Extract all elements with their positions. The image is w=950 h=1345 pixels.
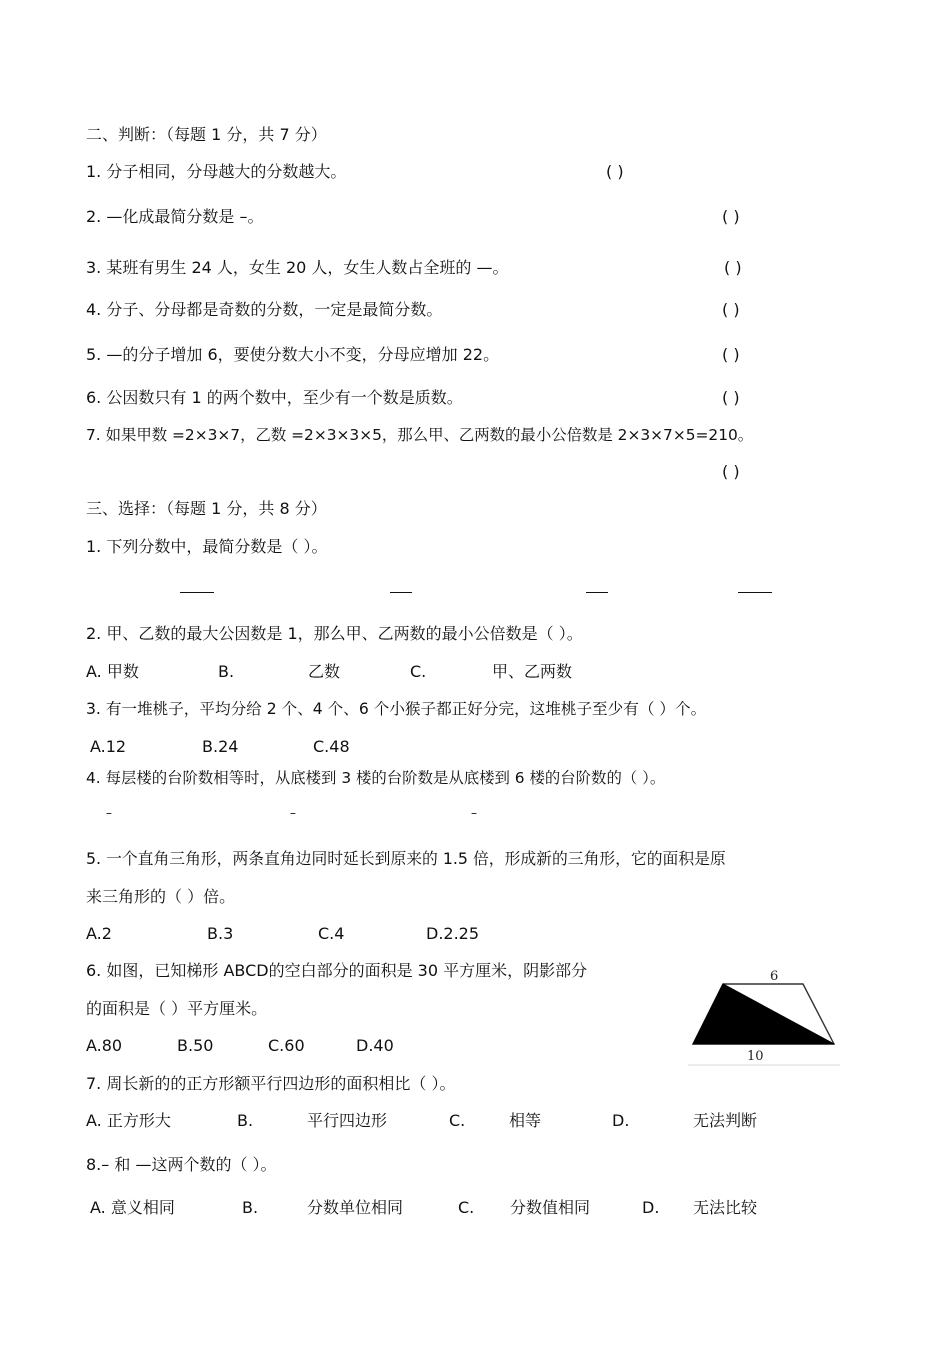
q7-option-d-letter[interactable]: D. xyxy=(612,1111,630,1130)
q6-option-a[interactable]: A.80 xyxy=(86,1036,123,1055)
choice-q4: 4. 每层楼的台阶数相等时，从底楼到 3 楼的台阶数是从底楼到 6 楼的台阶数的（ ）。 xyxy=(86,769,666,787)
q8-option-c-letter[interactable]: C. xyxy=(458,1198,475,1217)
choice-q6-line1: 6. 如图，已知梯形 ABCD的空白部分的面积是 30 平方厘米，阴影部分 xyxy=(86,961,588,980)
top-base-label: 6 xyxy=(770,969,779,984)
q2-option-c-text: 甲、乙两数 xyxy=(492,662,573,681)
q6-option-d[interactable]: D.40 xyxy=(356,1036,394,1055)
q2-option-b-letter[interactable]: B. xyxy=(218,662,235,681)
fraction-bar-c xyxy=(586,592,608,593)
q5-option-b[interactable]: B.3 xyxy=(207,924,234,943)
q7-option-c-letter[interactable]: C. xyxy=(449,1111,466,1130)
q8-option-a[interactable]: A. 意义相同 xyxy=(90,1198,175,1217)
q4-option-b-mark[interactable]: – xyxy=(290,806,296,820)
fraction-bar-a xyxy=(180,592,214,593)
q2-option-b-text: 乙数 xyxy=(308,662,341,681)
choice-q1: 1. 下列分数中，最简分数是（ ）。 xyxy=(86,537,328,556)
choice-q5-line2: 来三角形的（ ）倍。 xyxy=(86,887,236,906)
q6-option-c[interactable]: C.60 xyxy=(268,1036,305,1055)
q8-option-b-text: 分数单位相同 xyxy=(307,1198,404,1217)
judge-item-7: 7. 如果甲数 =2×3×7，乙数 =2×3×3×5，那么甲、乙两数的最小公倍数是 2×3×7×5=210。 xyxy=(86,426,754,444)
q2-option-c-letter[interactable]: C. xyxy=(410,662,427,681)
q7-option-b-text: 平行四边形 xyxy=(307,1111,388,1130)
choice-q8: 8.– 和 —这两个数的（ ）。 xyxy=(86,1155,277,1174)
choice-q5-line1: 5. 一个直角三角形，两条直角边同时延长到原来的 1.5 倍，形成新的三角形，它的面积是原 xyxy=(86,849,726,868)
fraction-bar-d xyxy=(738,592,772,593)
judge-answer-3[interactable]: ( ) xyxy=(724,258,742,277)
judge-answer-1[interactable]: ( ) xyxy=(606,162,624,181)
q5-option-a[interactable]: A.2 xyxy=(86,924,112,943)
q8-option-d-text: 无法比较 xyxy=(693,1198,758,1217)
trapezoid-figure xyxy=(688,964,840,1070)
q8-option-b-letter[interactable]: B. xyxy=(242,1198,259,1217)
q6-option-b[interactable]: B.50 xyxy=(177,1036,214,1055)
q3-option-c[interactable]: C.48 xyxy=(313,737,350,756)
judge-item-1: 1. 分子相同，分母越大的分数越大。 xyxy=(86,162,347,181)
q4-option-a-mark[interactable]: – xyxy=(106,806,112,820)
q7-option-d-text: 无法判断 xyxy=(693,1111,758,1130)
q5-option-d[interactable]: D.2.25 xyxy=(426,924,480,943)
choice-q6-line2: 的面积是（ ）平方厘米。 xyxy=(86,999,268,1018)
judge-item-2: 2. —化成最简分数是 –。 xyxy=(86,207,264,226)
judge-item-5: 5. —的分子增加 6，要使分数大小不变，分母应增加 22。 xyxy=(86,345,500,364)
q3-option-a[interactable]: A.12 xyxy=(90,737,127,756)
section-3-title: 三、选择：（每题 1 分，共 8 分） xyxy=(86,499,327,518)
judge-answer-7[interactable]: ( ) xyxy=(722,462,740,481)
q8-option-d-letter[interactable]: D. xyxy=(642,1198,660,1217)
q3-option-b[interactable]: B.24 xyxy=(202,737,239,756)
section-2-title: 二、判断：（每题 1 分，共 7 分） xyxy=(86,125,327,144)
choice-q7: 7. 周长新的的正方形额平行四边形的面积相比（ ）。 xyxy=(86,1074,456,1093)
judge-answer-5[interactable]: ( ) xyxy=(722,345,740,364)
judge-item-4: 4. 分子、分母都是奇数的分数，一定是最简分数。 xyxy=(86,300,443,319)
judge-answer-4[interactable]: ( ) xyxy=(722,300,740,319)
q2-option-a[interactable]: A. 甲数 xyxy=(86,662,139,681)
judge-answer-6[interactable]: ( ) xyxy=(722,388,740,407)
judge-item-3: 3. 某班有男生 24 人，女生 20 人，女生人数占全班的 —。 xyxy=(86,258,509,277)
q8-option-c-text: 分数值相同 xyxy=(510,1198,591,1217)
bottom-base-label: 10 xyxy=(747,1049,764,1064)
choice-q3: 3. 有一堆桃子，平均分给 2 个、4 个、6 个小猴子都正好分完，这堆桃子至少有（ ）个。 xyxy=(86,700,707,718)
choice-q2: 2. 甲、乙数的最大公因数是 1，那么甲、乙两数的最小公倍数是（ ）。 xyxy=(86,624,583,643)
judge-item-6: 6. 公因数只有 1 的两个数中，至少有一个数是质数。 xyxy=(86,388,463,407)
q4-option-c-mark[interactable]: – xyxy=(471,806,477,820)
q7-option-a[interactable]: A. 正方形大 xyxy=(86,1111,171,1130)
q7-option-c-text: 相等 xyxy=(509,1111,542,1130)
q5-option-c[interactable]: C.4 xyxy=(318,924,345,943)
fraction-bar-b xyxy=(390,592,412,593)
judge-answer-2[interactable]: ( ) xyxy=(722,207,740,226)
q7-option-b-letter[interactable]: B. xyxy=(237,1111,254,1130)
